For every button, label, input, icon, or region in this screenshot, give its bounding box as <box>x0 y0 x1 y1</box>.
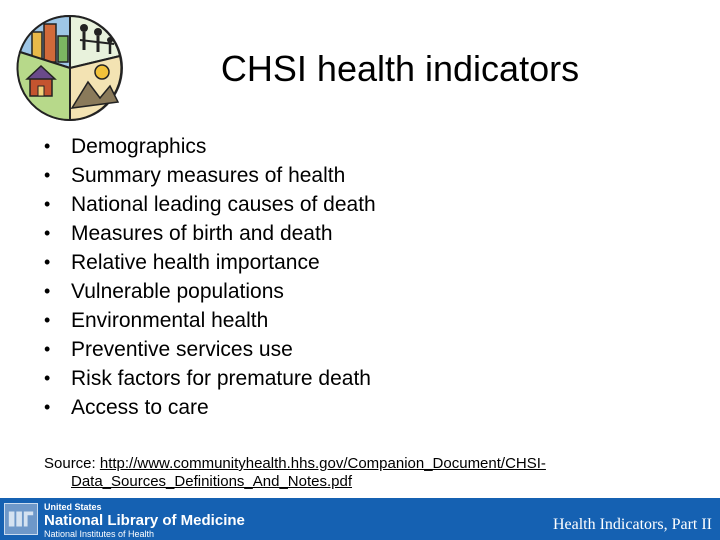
list-item <box>44 219 376 248</box>
bullet-icon: • <box>44 397 51 417</box>
footer-caption: Health Indicators, Part II <box>552 516 712 533</box>
list-item <box>44 277 376 306</box>
list-item <box>44 132 376 161</box>
bullet-icon: • <box>44 281 51 301</box>
source-link-part2: Data_Sources_Definitions_And_Notes.pdf <box>71 473 353 490</box>
slide-title: CHSI health indicators <box>220 48 580 89</box>
list-item <box>44 306 376 335</box>
list-item-text: Measures of birth and death <box>71 222 333 245</box>
list-item-text: Environmental health <box>71 309 269 332</box>
nlm-line1: United States <box>44 502 102 512</box>
bullet-icon: • <box>44 252 51 272</box>
list-item <box>44 393 376 422</box>
bullet-icon: • <box>44 223 51 243</box>
bullet-icon: • <box>44 136 51 156</box>
list-item <box>44 335 376 364</box>
footer-bar <box>0 498 720 540</box>
nlm-line2: National Library of Medicine <box>44 512 245 529</box>
source-note <box>44 455 684 491</box>
list-item-text: Summary measures of health <box>71 164 346 187</box>
nlm-wordmark <box>44 502 245 539</box>
community-health-logo <box>10 12 128 124</box>
bullet-icon: • <box>44 194 51 214</box>
indicator-list <box>44 132 376 422</box>
list-item-text: Preventive services use <box>71 338 293 361</box>
nlm-line3: National Institutes of Health <box>44 529 155 539</box>
source-link-part1: http://www.communityhealth.hhs.gov/Companion_Document/CHSI- <box>99 455 546 472</box>
list-item-text: Demographics <box>71 135 207 158</box>
list-item <box>44 364 376 393</box>
list-item-text: Vulnerable populations <box>71 280 284 303</box>
list-item <box>44 161 376 190</box>
bullet-icon: • <box>44 368 51 388</box>
list-item-text: Relative health importance <box>71 251 320 274</box>
bullet-icon: • <box>44 339 51 359</box>
list-item <box>44 190 376 219</box>
source-link[interactable] <box>44 455 684 491</box>
bullet-icon: • <box>44 310 51 330</box>
source-label: Source: <box>44 455 100 472</box>
list-item-text: Access to care <box>71 396 209 419</box>
list-item-text: National leading causes of death <box>71 193 376 216</box>
nlm-logo-icon <box>4 503 38 535</box>
bullet-icon: • <box>44 165 51 185</box>
list-item <box>44 248 376 277</box>
list-item-text: Risk factors for premature death <box>71 367 371 390</box>
